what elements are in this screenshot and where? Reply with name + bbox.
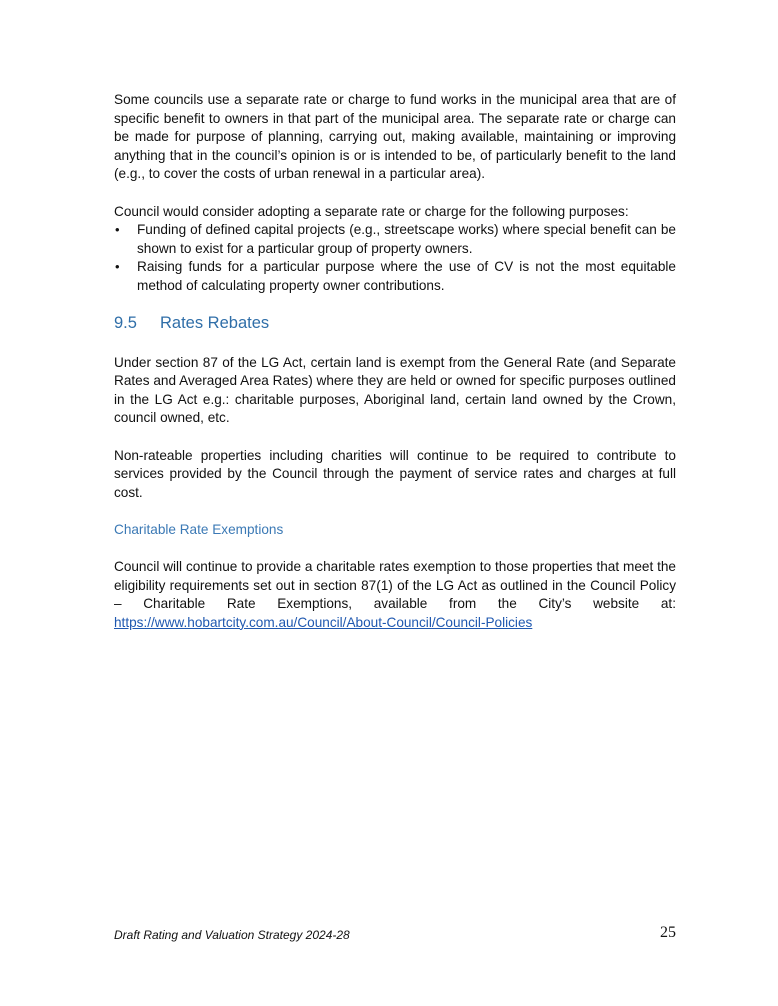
section-title: Rates Rebates: [160, 313, 270, 332]
page-number: 25: [660, 924, 676, 941]
subsection-heading: Charitable Rate Exemptions: [114, 521, 284, 537]
spacer: [114, 502, 676, 521]
list-item: [114, 221, 676, 258]
spacer: [114, 539, 676, 558]
bullet-icon: •: [115, 259, 120, 275]
purposes-list: [114, 221, 676, 295]
list-item: [114, 258, 676, 295]
paragraph-exempt-land: Under section 87 of the LG Act, certain land is exempt from the General Rate (and Separate Rates and Averaged Area Rates) where they are held or owned for specific purposes outlined in the LG Act e.g.: charitable purposes, Aboriginal land, certain land owned by the Crown, council owned, etc.: [114, 354, 676, 426]
spacer: [114, 184, 676, 203]
section-heading: [114, 312, 676, 334]
list-item-text: Raising funds for a particular purpose where the use of CV is not the most equitable method of calculating property owner contributions.: [137, 259, 676, 293]
spacer: [114, 334, 676, 354]
page-content: [114, 91, 676, 632]
spacer: [114, 428, 676, 447]
paragraph-non-rateable: Non-rateable properties including charities will continue to be required to contribute to services provided by the Council through the payment of service rates and charges at full cost.: [114, 447, 676, 500]
paragraph-separate-rate-purposes: Council would consider adopting a separate rate or charge for the following purposes:: [114, 203, 629, 219]
footer-document-title: Draft Rating and Valuation Strategy 2024-28: [114, 928, 350, 942]
section-number: 9.5: [114, 313, 137, 332]
bullet-icon: •: [115, 222, 120, 238]
paragraph-charitable-exemption: [114, 558, 676, 632]
paragraph-separate-rate-intro: Some councils use a separate rate or charge to fund works in the municipal area that are of specific benefit to owners in that part of the municipal area. The separate rate or charge can be made for purpose of planning, carrying out, making available, maintaining or improving anything that in the council’s opinion is or is intended to be, of particularly benefit to the land (e.g., to cover the costs of urban renewal in a particular area).: [114, 92, 676, 182]
list-item-text: Funding of defined capital projects (e.g., streetscape works) where special benefit can be shown to exist for a particular group of property owners.: [137, 222, 676, 256]
council-policies-link[interactable]: https://www.hobartcity.com.au/Council/About-Council/Council-Policies: [114, 614, 533, 630]
paragraph-text: Council will continue to provide a charitable rates exemption to those properties that meet the eligibility requirements set out in section 87(1) of the LG Act as outlined in the Council Policy – Charitable Rate Exemptions, available from the City’s website at:: [114, 559, 676, 612]
